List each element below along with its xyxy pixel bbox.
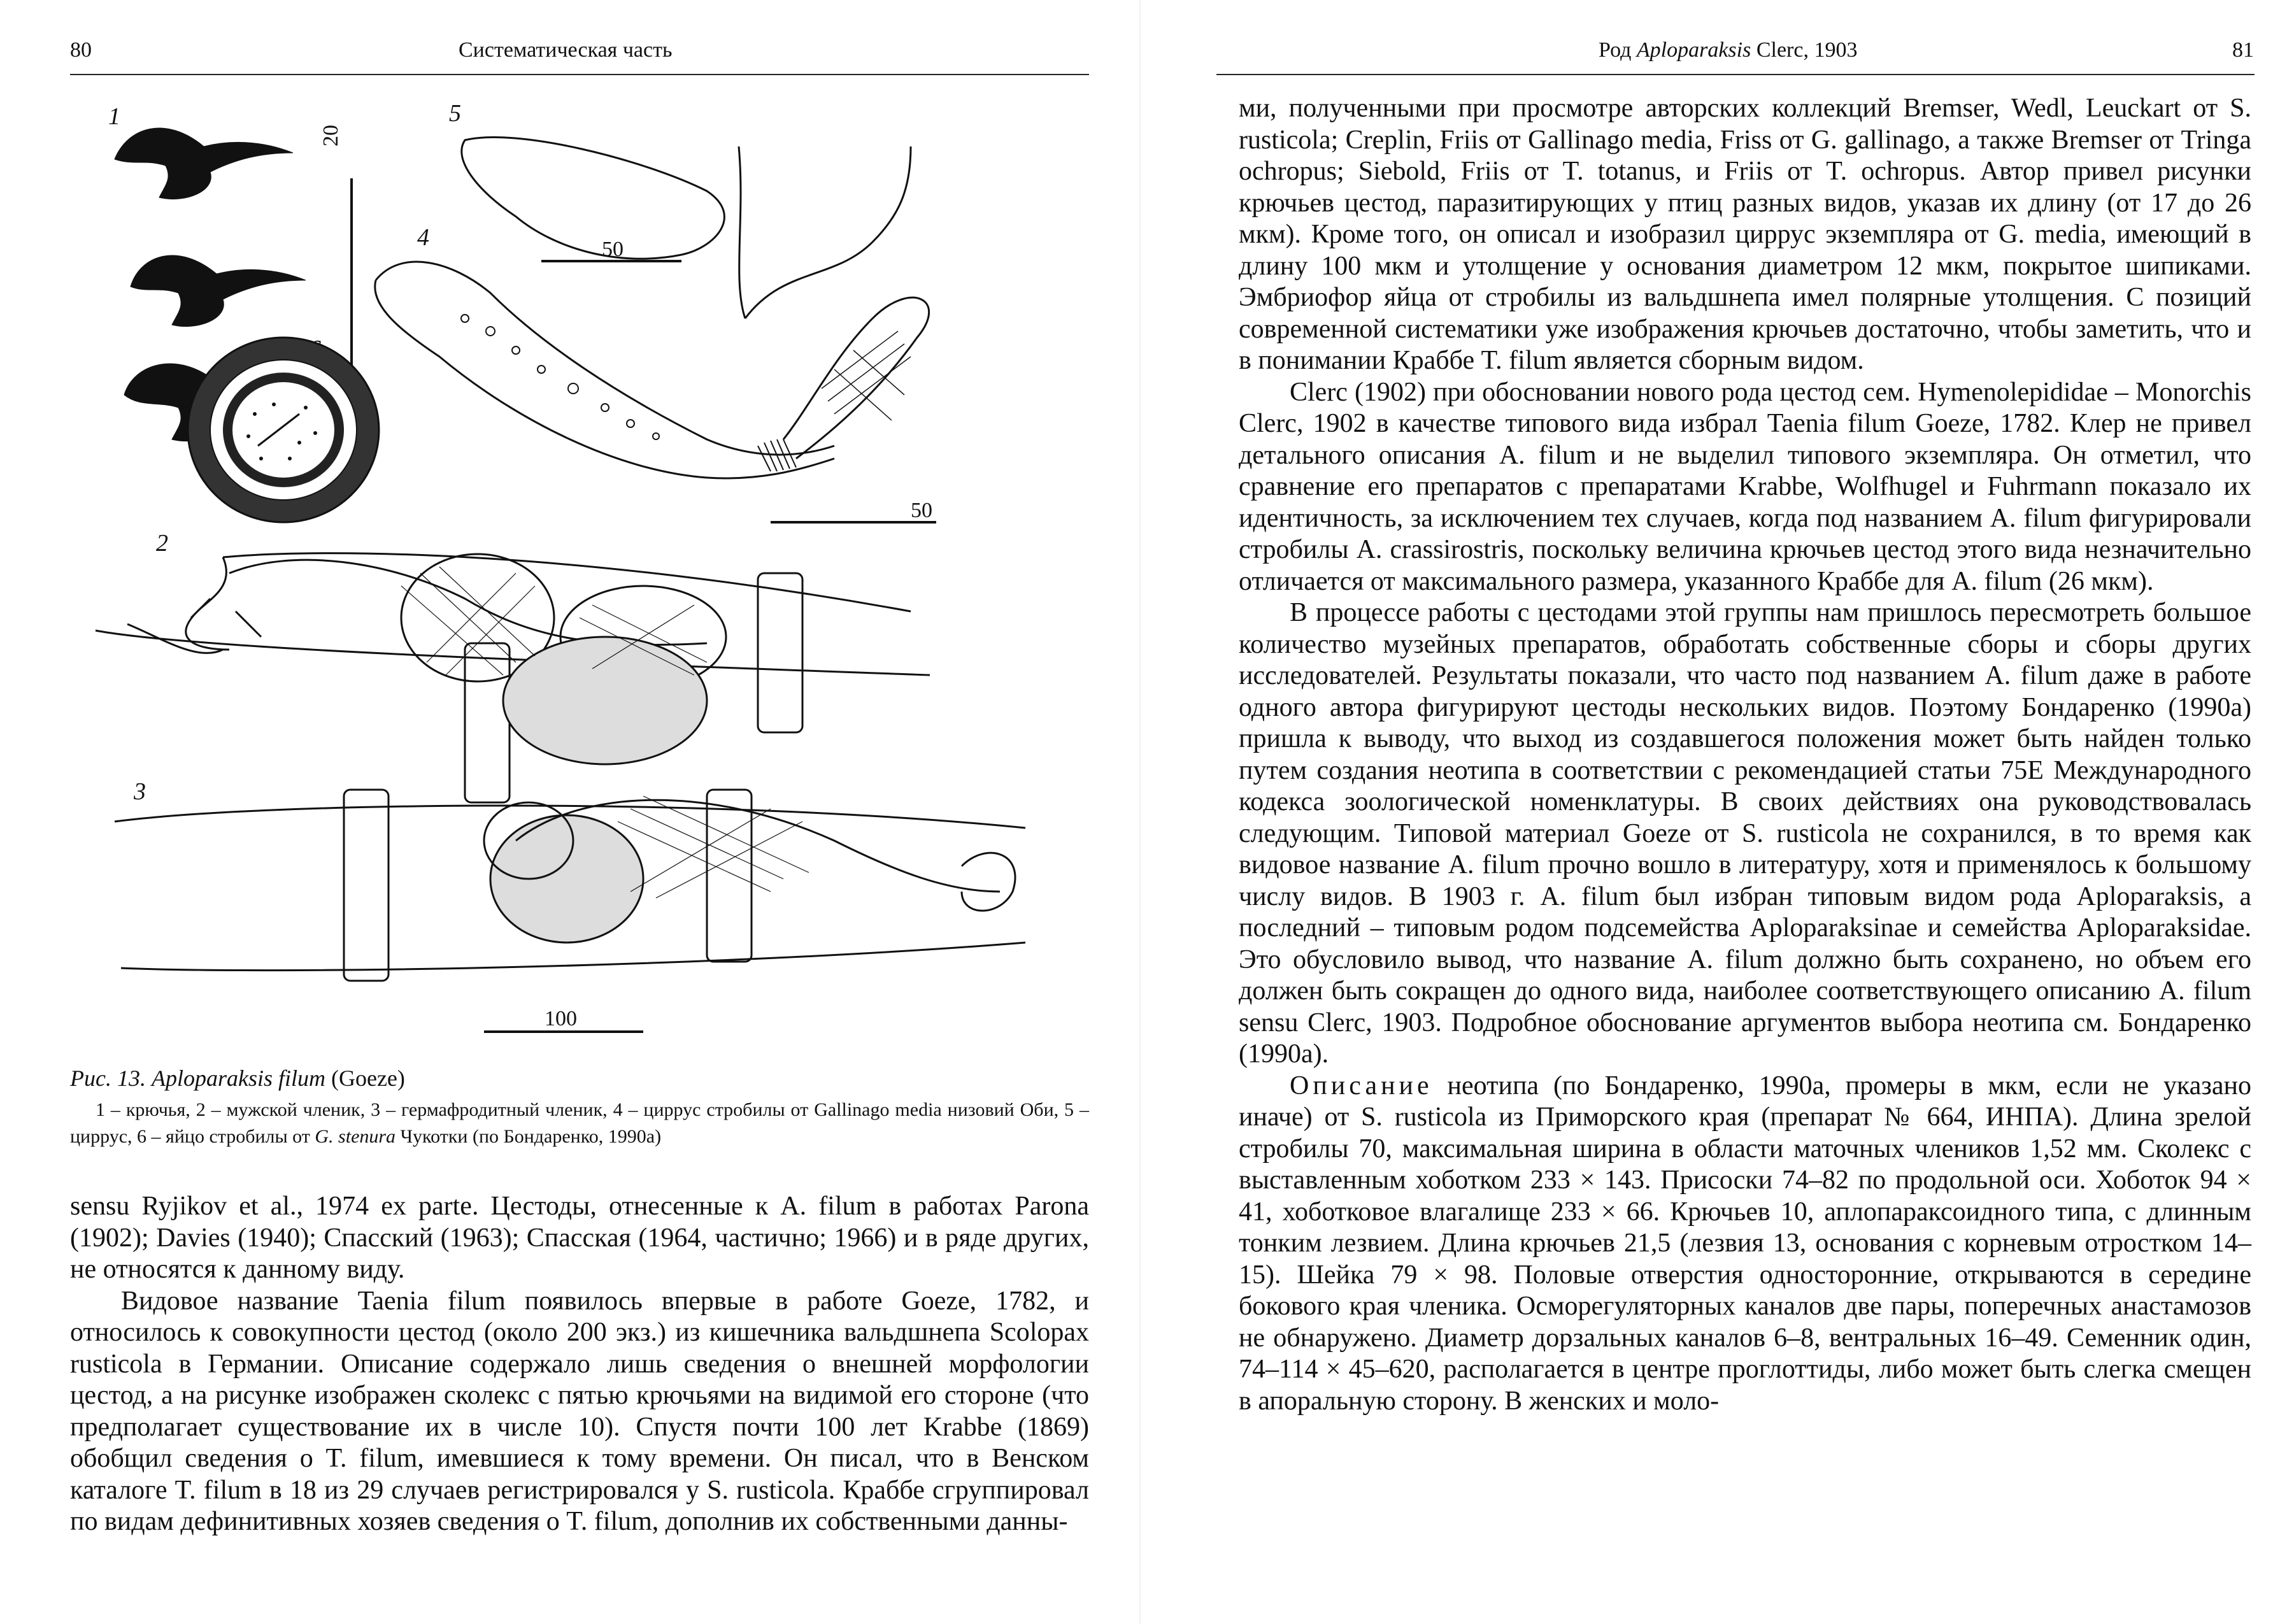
- caption-text-a: 1 – крючья, 2 – мужской членик, 3 – гермафродитный членик, 4 – циррус стробилы от Gallinago media низовий Оби, 5 – циррус, 6 – яйцо стробилы от: [70, 1099, 1089, 1147]
- right-paragraph-4: [1239, 1071, 2251, 1418]
- cirrus-4-dots: [461, 315, 659, 439]
- fig4-scale-label: 50: [911, 499, 932, 522]
- panel-label-3: 3: [134, 778, 146, 805]
- caption-text-species: G. stenura: [315, 1126, 396, 1147]
- cirrus-duct: [739, 146, 911, 318]
- egg-drawing: [188, 338, 379, 522]
- right-running-header: [1599, 38, 1857, 62]
- hook-scale-label: 20: [319, 125, 343, 146]
- panel-label-2: 2: [156, 530, 168, 557]
- right-page: [1140, 0, 2280, 1624]
- hermaphroditic-proglottid: [115, 790, 1025, 981]
- left-running-header: Систематическая часть: [459, 38, 673, 62]
- right-paragraph-4-text: неотипа (по Бондаренко, 1990а, промеры в мкм, если не указано иначе) от S. rusticola из Приморского края (препарат № 664, ИНПА). Длина зрелой стробилы 70, максимальная ширина в области маточных члеников 1,52 мм. Сколекс с выставленным хоботком 233 × 143. Присоски 74–82 по продольной оси. Хоботок 94 × 41, хоботковое влагалище 233 × 66. Крючьев 10, аплопараксоидного типа, с длинным тонким лезвием. Длина крючьев 21,5 (лезвия 13, основания с корневым отростком 14–15). Шейка 79 × 98. Половые отверстия односторонние, открываются в середине бокового края членика. Осморегуляторных каналов две пары, поперечных анастамозов не обнаружено. Диаметр дорзальных каналов 6–8, вентральных 16–49. Семенник один, 74–114 × 45–620, располагается в центре проглоттиды, либо может быть слегка смещен в апоральную сторону. В женских и моло-: [1239, 1071, 2251, 1416]
- fig3-scale-label: 100: [545, 1007, 577, 1030]
- hook-1: [115, 128, 293, 199]
- caption-species: Aploparaksis filum: [151, 1065, 325, 1091]
- left-page-number: 80: [70, 38, 92, 62]
- panel-label-4: 4: [417, 224, 429, 251]
- right-paragraph-1: ми, полученными при просмотре авторских коллекций Bremser, Wedl, Leuckart от S. rusticola; Creplin, Friis от Gallinago media, Friss от G. gallinago, а также Bremser от Tringa ochropus; Siebold, Friis от T. totanus, и Friis от T. ochropus. Автор привел рисунки крючьев цестод, паразитирующих у птиц разных видов, указав их длину (от 17 до 26 мкм). Кроме того, он описал и изобразил циррус экземпляра от G. media, имеющий в длину 100 мкм и утолщение у основания диаметром 12 мкм, покрытое шипиками. Эмбриофор яйца от стробилы из вальдшнепа имел полярные утолщения. С позиций современной систематики уже изображения крючьев достаточно, чтобы заметить, что и в понимании Краббе T. filum является сборным видом.: [1239, 94, 2251, 375]
- left-header-rule: [70, 74, 1089, 75]
- panel-label-5: 5: [449, 100, 461, 127]
- right-header-genus: Aploparaksis: [1636, 38, 1751, 62]
- figure-caption-text: [70, 1097, 1089, 1150]
- figure-caption-title: [70, 1065, 405, 1092]
- caption-prefix: Рис. 13.: [70, 1065, 152, 1091]
- left-paragraph-2: Видовое название Taenia filum появилось впервые в работе Goeze, 1782, и относилось к совокупности цестод (около 200 экз.) из кишечника вальдшнепа Scolopax rusticola в Германии. Описание содержало лишь сведения о внешней морфологии цестод, а на рисунке изображен сколекс с пятью крючьями на видимой его стороне (что предполагает существование их в числе 10). Спустя почти 100 лет Krabbe (1869) обобщил сведения о T. filum, имевшиеся к тому времени. Он писал, что в Венском каталоге T. filum в 18 из 29 случаев регистрировался у S. rusticola. Краббе сгруппировал по видам дефинитивных хозяев сведения о T. filum, дополнив их собственными данны-: [70, 1286, 1089, 1536]
- cirrus-4-spines: [758, 439, 796, 471]
- male-proglottid: [96, 553, 930, 802]
- right-header-rule: [1216, 74, 2255, 75]
- right-header-suffix: Clerc, 1903: [1751, 38, 1858, 62]
- right-header-prefix: Род: [1599, 38, 1637, 62]
- hook-2: [131, 255, 306, 327]
- right-body-text: [1239, 93, 2251, 1417]
- description-heading: Описание: [1290, 1071, 1433, 1100]
- fig5-scale-label: 50: [602, 238, 623, 261]
- figure-13-drawing: [70, 89, 1089, 1057]
- right-paragraph-2: Clerc (1902) при обосновании нового рода цестод сем. Hymenolepididae – Monorchis Clerc, 1902 в качестве типового вида избрал Taenia filum Goeze, 1782. Клер не привел детального описания A. filum и не выделил типового экземпляра. Он отметил, что сравнение его препаратов с препаратами Krabbe, Wolfhugel и Fuhrmann показало их идентичность, за исключением тех случаев, когда под названием A. filum фигурировали стробилы A. crassirostris, поскольку величина крючьев цестод этого вида незначительно отличается от максимального размера, указанного Краббе для A. filum (26 мкм).: [1239, 377, 2251, 596]
- cirrus-4-sac: [783, 297, 929, 459]
- left-body-text: [70, 1191, 1089, 1538]
- right-paragraph-3: В процессе работы с цестодами этой группы нам пришлось пересмотреть большое количество музейных препаратов, обработать собственные сборы и сборы других исследователей. Результаты показали, что часто под названием A. filum даже в работе одного автора фигурируют цестоды нескольких видов. Поэтому Бондаренко (1990а) пришла к выводу, что выход из создавшегося положения может быть найден только путем создания неотипа в соответствии с рекомендацией статьи 75Е Международного кодекса зоологической номенклатуры. В своих действиях она руководствовалась следующим. Типовой материал Goeze от S. rusticola не сохранился, в то время как видовое название A. filum прочно вошло в литературу, хотя и применялось к большому числу видов. В 1903 г. A. filum был избран типовым видом рода Aploparaksis, а последний – типовым родом подсемейства Aploparaksinae и семейства Aploparaksidae. Это обусловило вывод, что название A. filum должно быть сохранено, но объем его должен быть сокращен до одного вида, наиболее соответствующего описанию A. filum sensu Clerc, 1903. Подробное обоснование аргументов выбора неотипа см. Бондаренко (1990а).: [1239, 598, 2251, 1069]
- cirrus-4-mesh: [822, 331, 911, 420]
- caption-author: (Goeze): [325, 1065, 405, 1091]
- cirrus-outline: [462, 137, 725, 259]
- figure-13: [70, 89, 1089, 1057]
- caption-text-b: Чукотки (по Бондаренко, 1990а): [395, 1126, 662, 1147]
- left-paragraph-1: sensu Ryjikov et al., 1974 ex parte. Цестоды, отнесенные к A. filum в работах Parona (1902); Davies (1940); Спасский (1963); Спасская (1964, частично; 1966) и в ряде других, не относятся к данному виду.: [70, 1192, 1089, 1284]
- panel-label-1: 1: [108, 103, 120, 130]
- right-page-number: 81: [2232, 38, 2254, 62]
